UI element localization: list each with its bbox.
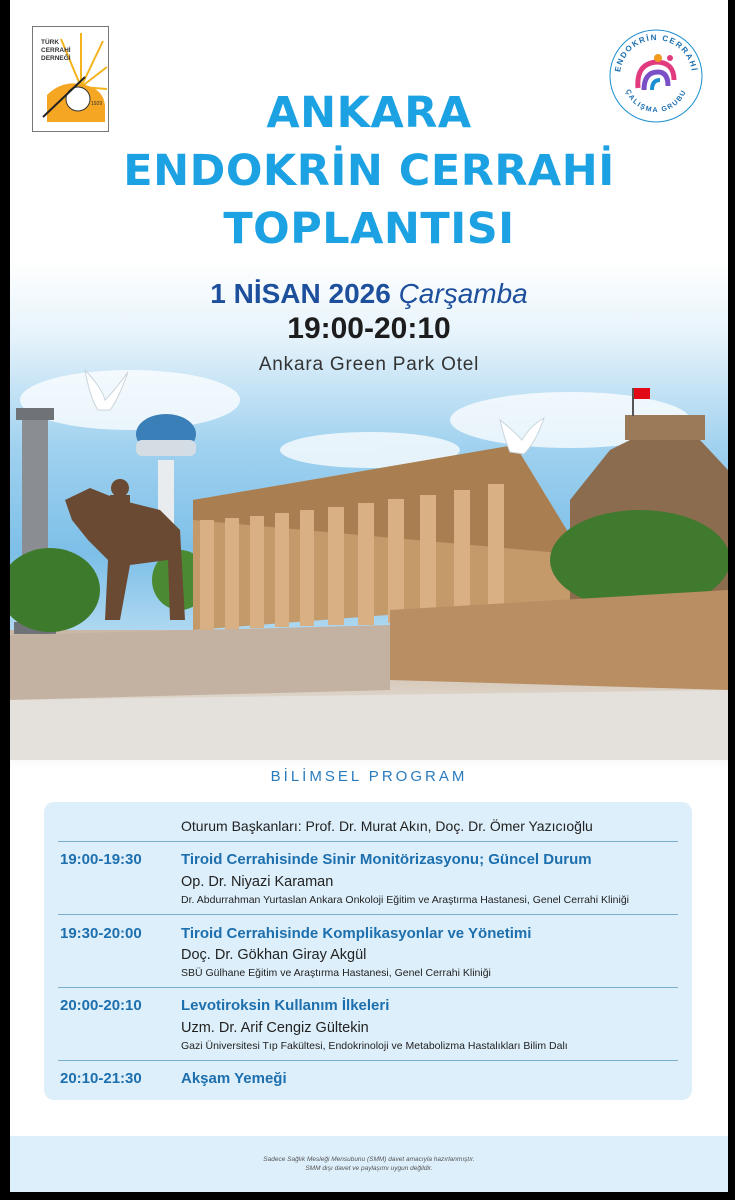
event-date-line xyxy=(10,278,728,310)
session-speaker: Doç. Dr. Gökhan Giray Akgül xyxy=(181,947,367,963)
logo-ring-text-bottom: ÇALIŞMA GRUBU xyxy=(623,88,689,115)
logo-text-line3: DERNEĞİ xyxy=(41,55,71,62)
event-date: 1 NİSAN 2026 xyxy=(210,278,391,309)
event-day: Çarşamba xyxy=(398,278,528,309)
logo-ring-text-top: ENDOKRİN CERRAHİ xyxy=(613,32,699,73)
footer-note-line1: Sadece Sağlık Mesleği Mensubunu (SMM) davet amacıyla hazırlanmıştır. xyxy=(263,1156,475,1163)
session-speaker: Op. Dr. Niyazi Karaman xyxy=(181,874,334,890)
footer xyxy=(10,1136,728,1192)
session-institution: SBÜ Gülhane Eğitim ve Araştırma Hastanesi, Genel Cerrahi Kliniği xyxy=(181,967,491,979)
session-topic: Tiroid Cerrahisinde Sinir Monitörizasyonu; Güncel Durum xyxy=(181,851,592,868)
logo-year: 1929 xyxy=(91,101,103,107)
divider xyxy=(58,914,678,915)
session-speaker: Uzm. Dr. Arif Cengiz Gültekin xyxy=(181,1020,369,1036)
logo-text-line1: TÜRK xyxy=(41,39,60,46)
program-title: BİLİMSEL PROGRAM xyxy=(270,768,468,785)
session-institution: Dr. Abdurrahman Yurtaslan Ankara Onkoloji Eğitim ve Araştırma Hastanesi, Genel Cerrahi Kliniği xyxy=(181,894,630,906)
landmark-illustration xyxy=(10,360,728,760)
session-time: 20:10-21:30 xyxy=(60,1070,142,1087)
session-topic: Levotiroksin Kullanım İlkeleri xyxy=(181,997,390,1014)
footer-note-line2: SMM dışı davet ve paylaşımı uygun değildir. xyxy=(305,1165,433,1172)
divider xyxy=(58,841,678,842)
session-topic: Tiroid Cerrahisinde Komplikasyonlar ve Yönetimi xyxy=(181,925,532,942)
event-title-line1: ANKARA xyxy=(266,88,472,138)
event-title-line3: TOPLANTISI xyxy=(223,204,515,254)
session-topic: Akşam Yemeği xyxy=(181,1070,287,1087)
divider xyxy=(58,987,678,988)
session-time: 19:00-19:30 xyxy=(60,851,142,868)
logo-text-line2: CERRAHİ xyxy=(41,47,71,54)
divider xyxy=(58,1060,678,1061)
program-card xyxy=(44,802,692,1100)
event-venue: Ankara Green Park Otel xyxy=(258,354,480,375)
session-time: 20:00-20:10 xyxy=(60,997,142,1014)
stairs xyxy=(10,625,390,700)
session-time: 19:30-20:00 xyxy=(60,925,142,942)
poster xyxy=(10,0,728,1192)
event-time: 19:00-20:10 xyxy=(287,312,451,345)
session-institution: Gazi Üniversitesi Tıp Fakültesi, Endokrinoloji ve Metabolizma Hastalıkları Bilim Dalı xyxy=(181,1040,568,1052)
event-title-line2: ENDOKRİN CERRAHİ xyxy=(123,146,615,196)
session-chairs: Oturum Başkanları: Prof. Dr. Murat Akın, Doç. Dr. Ömer Yazıcıoğlu xyxy=(181,818,593,834)
